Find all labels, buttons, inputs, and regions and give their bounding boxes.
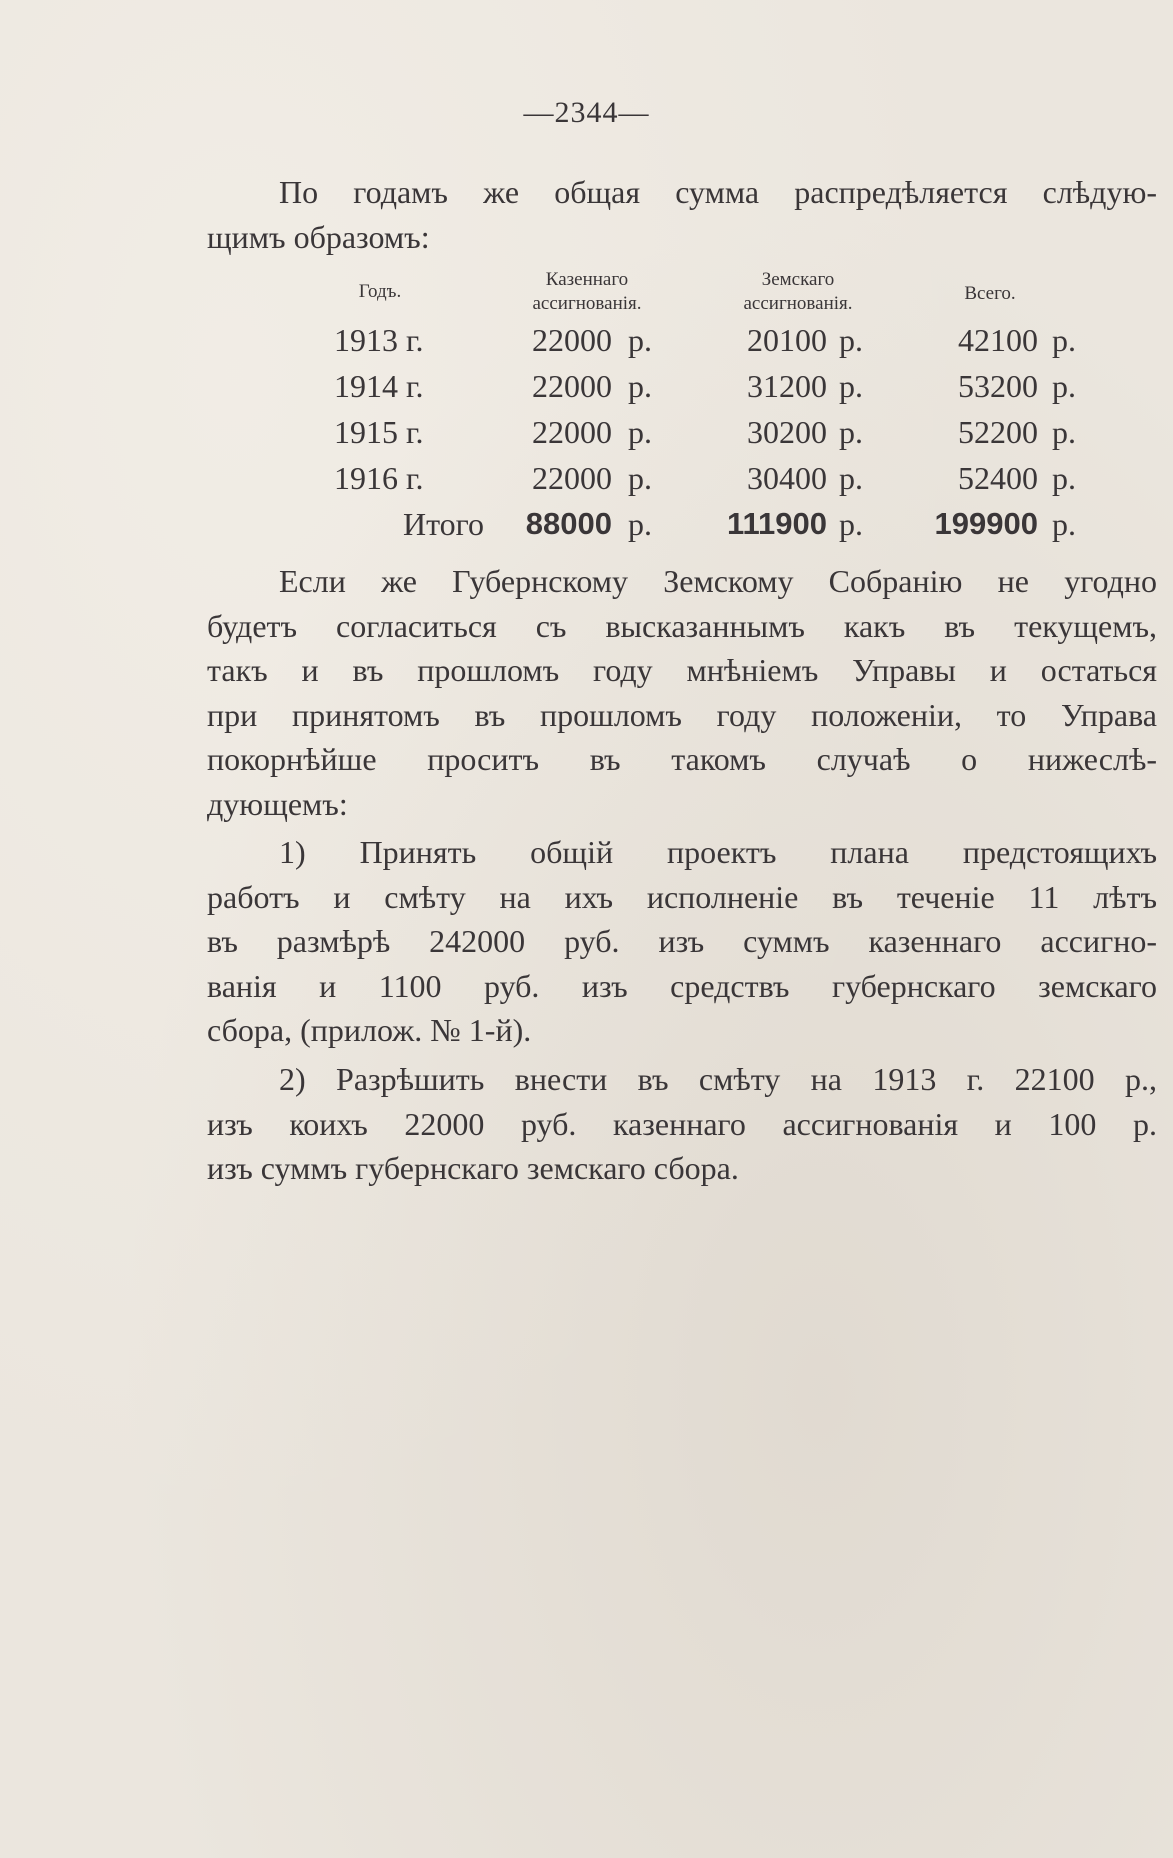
cell-currency: р.: [839, 322, 863, 358]
cell-year: 1916 г.: [334, 460, 424, 496]
table-header-kazennago-line2: ассигнованія.: [532, 293, 642, 314]
cell-zemskago: 30200: [747, 414, 827, 450]
conditional-paragraph: [207, 559, 1157, 826]
cell-currency: р.: [839, 414, 863, 450]
table-row: [0, 414, 1173, 460]
page-number: —2344—: [523, 96, 650, 129]
text-line: работъ и смѣту на ихъ исполненіе въ теченіе 11 лѣтъ: [207, 878, 1157, 915]
cell-currency: р.: [628, 460, 652, 496]
text-line: изъ коихъ 22000 руб. казеннаго ассигнованія и 100 р.: [207, 1105, 1157, 1142]
total-zemskago: 111900: [726, 506, 827, 541]
cell-vsego: 42100: [958, 322, 1038, 358]
total-kazennago: 88000: [525, 506, 612, 541]
text-line: дующемъ:: [207, 785, 348, 822]
table-header-kazennago: [498, 268, 676, 316]
cell-currency: р.: [839, 506, 863, 542]
table-row: [0, 322, 1173, 368]
table-row: [0, 368, 1173, 414]
cell-year: 1915 г.: [334, 414, 424, 450]
intro-paragraph: [207, 170, 1157, 259]
text-line: такъ и въ прошломъ году мнѣніемъ Управы и остаться: [207, 652, 1157, 688]
list-item-1: [207, 830, 1157, 1053]
cell-zemskago: 20100: [747, 322, 827, 358]
cell-currency: р.: [628, 414, 652, 450]
cell-kazennago: 22000: [532, 414, 612, 450]
total-vsego: 199900: [934, 506, 1038, 541]
cell-currency: р.: [1052, 368, 1076, 404]
text-line: По годамъ же общая сумма распредѣляется слѣдую-: [279, 174, 1157, 210]
table-header-zemskago-line1: Земскаго: [761, 269, 835, 290]
table-header-zemskago-line2: ассигнованія.: [743, 293, 853, 314]
cell-currency: р.: [628, 368, 652, 404]
text-line: сбора, (прилож. № 1-й).: [207, 1012, 532, 1048]
cell-kazennago: 22000: [532, 368, 612, 404]
text-line: 1) Принять общій проектъ плана предстоящихъ: [279, 834, 1157, 870]
table-header-year: Годъ.: [358, 281, 402, 302]
cell-kazennago: 22000: [532, 460, 612, 496]
cell-currency: р.: [839, 368, 863, 404]
table-total-row: [0, 506, 1173, 552]
table-header-vsego: Всего.: [964, 283, 1016, 304]
text-line: въ размѣрѣ 242000 руб. изъ суммъ казеннаго ассигно-: [207, 923, 1157, 959]
cell-vsego: 53200: [958, 368, 1038, 404]
text-line: при принятомъ въ прошломъ году положеніи, то Управа: [207, 696, 1157, 733]
text-line: покорнѣйше проситъ въ такомъ случаѣ о нижеслѣ-: [207, 741, 1157, 777]
cell-currency: р.: [839, 460, 863, 496]
cell-currency: р.: [1052, 506, 1076, 542]
text-line: щимъ образомъ:: [207, 218, 430, 255]
cell-currency: р.: [1052, 414, 1076, 450]
cell-currency: р.: [628, 506, 652, 542]
cell-currency: р.: [1052, 460, 1076, 496]
table-row: [0, 460, 1173, 506]
text-line: ванія и 1100 руб. изъ средствъ губернскаго земскаго: [207, 967, 1157, 1004]
text-line: изъ суммъ губернскаго земскаго сбора.: [207, 1150, 739, 1186]
cell-currency: р.: [1052, 322, 1076, 358]
cell-vsego: 52400: [958, 460, 1038, 496]
cell-year: 1913 г.: [334, 322, 424, 358]
cell-currency: р.: [628, 322, 652, 358]
cell-vsego: 52200: [958, 414, 1038, 450]
cell-kazennago: 22000: [532, 322, 612, 358]
table-header-kazennago-line1: Казеннаго: [545, 269, 629, 290]
text-line: 2) Разрѣшить внести въ смѣту на 1913 г. 22100 р.,: [279, 1061, 1157, 1097]
total-label: Итого: [403, 506, 484, 542]
list-item-2: [207, 1057, 1157, 1191]
cell-year: 1914 г.: [334, 368, 424, 404]
table-header-zemskago: [708, 268, 888, 316]
text-line: будетъ согласиться съ высказаннымъ какъ въ текущемъ,: [207, 607, 1157, 644]
cell-zemskago: 31200: [747, 368, 827, 404]
text-line: Если же Губернскому Земскому Собранію не угодно: [279, 563, 1157, 599]
cell-zemskago: 30400: [747, 460, 827, 496]
